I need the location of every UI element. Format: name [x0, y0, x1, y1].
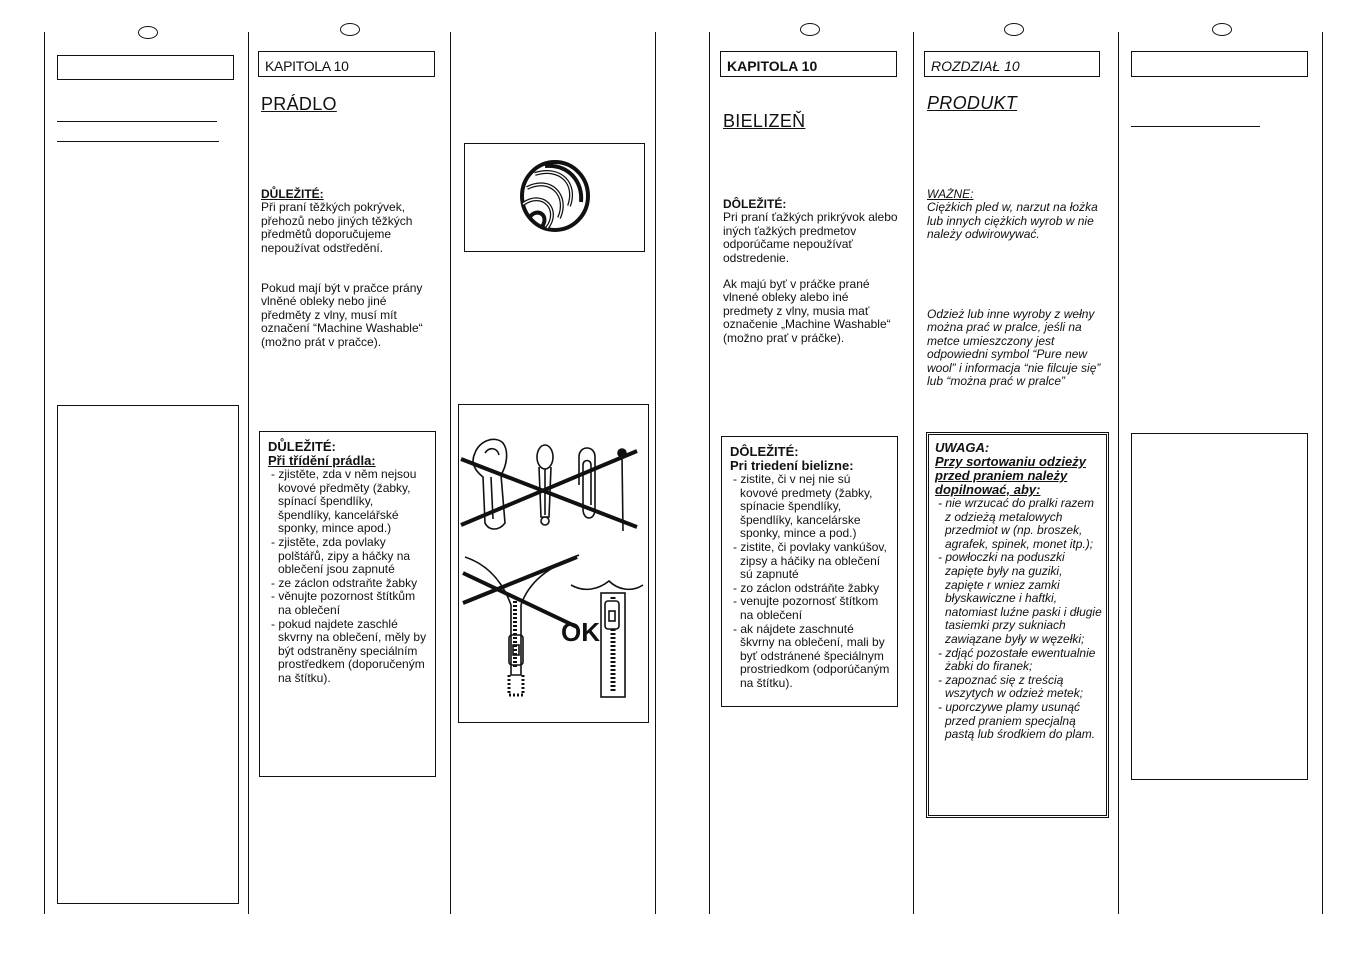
list-item: - zistite, či povlaky vankúšov, zipsy a háčiky na oblečení sú zapnuté	[733, 539, 887, 582]
important-note-pl	[927, 188, 1105, 242]
warning-subtitle-cs: Při třídění prádla:	[268, 453, 376, 468]
list-item: - pokud najdete zaschlé skvrny na oblečení, měly by být odstraněny speciálním prostředkem (doporučeným na štítku).	[271, 616, 427, 685]
language-oval	[1212, 23, 1232, 36]
list-item: - věnujte pozornost štítkům na oblečení	[271, 589, 416, 617]
wool-note-sk: Ak majú byť v práčke prané vlnené obleky alebo iné predmety z vlny, musia mať označenie „Machine Washable“ (možno prať v práčke).	[723, 277, 891, 345]
wool-note-cs: Pokud mají být v pračce prány vlněné obleky nebo jiné předměty z vlny, musí mít označení “Machine Washable“ (možno prát v pračce).	[261, 281, 423, 349]
chapter-heading-cs: KAPITOLA 10	[258, 51, 435, 77]
important-note-cs	[261, 188, 443, 255]
section-title-sk: BIELIZEŇ	[723, 111, 806, 131]
sorting-warning-box-cs	[259, 431, 436, 777]
column-rule	[709, 32, 710, 914]
warning-subtitle-pl: Przy sortowaniu odzieży przed praniem należy dopilnować, aby:	[935, 454, 1086, 497]
list-item: - zistite, či v nej nie sú kovové predmety (žabky, spínacie špendlíky, špendlíky, kancelárske sponky, mince a pod.)	[733, 472, 873, 541]
column-rule	[44, 32, 45, 914]
warning-title-sk: DÔLEŽITÉ:	[730, 444, 799, 459]
column-rule	[655, 32, 656, 914]
language-oval	[800, 23, 820, 36]
language-oval	[340, 23, 360, 36]
language-oval	[1004, 23, 1024, 36]
warning-list-pl	[935, 497, 1102, 742]
list-item: - zdjąć pozostałe ewentualnie żabki do firanek;	[938, 645, 1096, 674]
cross-line	[463, 557, 577, 627]
list-item: - uporczywe plamy usunąć przed praniem specjalną pastą lub środkiem do plam.	[938, 699, 1096, 742]
list-item: - nie wrzucać do pralki razem z odzieżą metalowych przedmiot w (np. broszek, agrafek, spinek, monet itp.);	[938, 496, 1095, 551]
ok-label: OK	[561, 617, 600, 647]
empty-chapter-box	[1131, 51, 1308, 77]
column-rule	[1118, 32, 1119, 914]
chapter-heading-sk: KAPITOLA 10	[720, 51, 897, 77]
list-item: - zapoznać się z treścią wszytych w odzież metek;	[938, 672, 1084, 701]
section-title-pl: PRODUKT	[927, 93, 1018, 113]
section-title-cs: PRÁDLO	[261, 94, 337, 114]
warning-title-pl: UWAGA:	[935, 440, 990, 455]
column-rule	[1322, 32, 1323, 914]
language-oval	[138, 26, 158, 39]
important-label-cs: DŮLEŽITÉ:	[261, 187, 324, 201]
list-item: - ak nájdete zaschnuté škvrny na oblečení, mali by byť odstránené špeciálnym prostriedkom (odporúčaným na štítku).	[733, 621, 890, 690]
important-label-pl: WAŻNE:	[927, 187, 974, 201]
empty-chapter-box	[57, 55, 234, 80]
warning-title-cs: DŮLEŽITÉ:	[268, 439, 336, 454]
important-text-pl: Ciężkich pled w, narzut na łożka lub innych ciężkich wyrob w nie należy odwirowywać.	[927, 200, 1098, 242]
list-item: - zjistěte, zda povlaky polštářů, zipy a háčky na oblečení jsou zapnuté	[271, 534, 411, 577]
important-text-cs: Při praní těžkých pokrývek, přehozů nebo jiných těžkých předmětů doporučujeme nepoužívat odstředění.	[261, 200, 413, 255]
sorting-warning-box-pl	[926, 432, 1109, 818]
wool-symbol-frame	[464, 143, 645, 252]
sorting-illustration-frame	[458, 404, 649, 723]
empty-title-rule	[1131, 126, 1260, 127]
warning-list-cs	[268, 468, 429, 686]
metal-objects-crossed-icon	[473, 439, 626, 531]
empty-title-rule	[57, 121, 217, 122]
empty-warning-box	[1131, 433, 1308, 780]
list-item: - ze záclon odstraňte žabky	[271, 575, 418, 590]
chapter-heading-pl: ROZDZIAŁ 10	[924, 51, 1100, 77]
warning-list-sk	[730, 473, 891, 691]
sorting-warning-box-sk	[721, 436, 898, 707]
important-text-sk: Pri praní ťažkých prikrývok alebo iných ťažkých predmetov odporúčame nepoužívať odstredenie.	[723, 210, 898, 265]
list-item: - venujte pozornosť štítkom na oblečení	[733, 594, 879, 622]
column-rule	[248, 32, 249, 914]
empty-title-rule	[57, 141, 219, 142]
important-note-sk	[723, 198, 905, 265]
wool-note-pl: Odzież lub inne wyroby z wełny można prać w pralce, jeśli na metce umieszczony jest odpowiedni symbol “Pure new wool” i informacja “nie filcuje się” lub “można prać w pralce”	[927, 307, 1101, 389]
list-item: - zo záclon odstráňte žabky	[733, 580, 880, 595]
warning-subtitle-sk: Pri triedení bielizne:	[730, 458, 854, 473]
column-rule	[450, 32, 451, 914]
column-rule	[913, 32, 914, 914]
wool-symbol-icon	[465, 144, 646, 253]
important-label-sk: DÔLEŽITÉ:	[723, 197, 787, 211]
empty-warning-box	[57, 405, 239, 904]
list-item: - zjistěte, zda v něm nejsou kovové předměty (žabky, spínací špendlíky, špendlíky, kancelářské sponky, mince apod.)	[271, 467, 417, 536]
list-item: - powłoczki na poduszki zapięte były na guziki, zapięte r wniez zamki błyskawiczne i haftki, natomiast luźne paski i długie tasiemki przy sukniach zawiązane były w węzełki;	[938, 550, 1102, 646]
